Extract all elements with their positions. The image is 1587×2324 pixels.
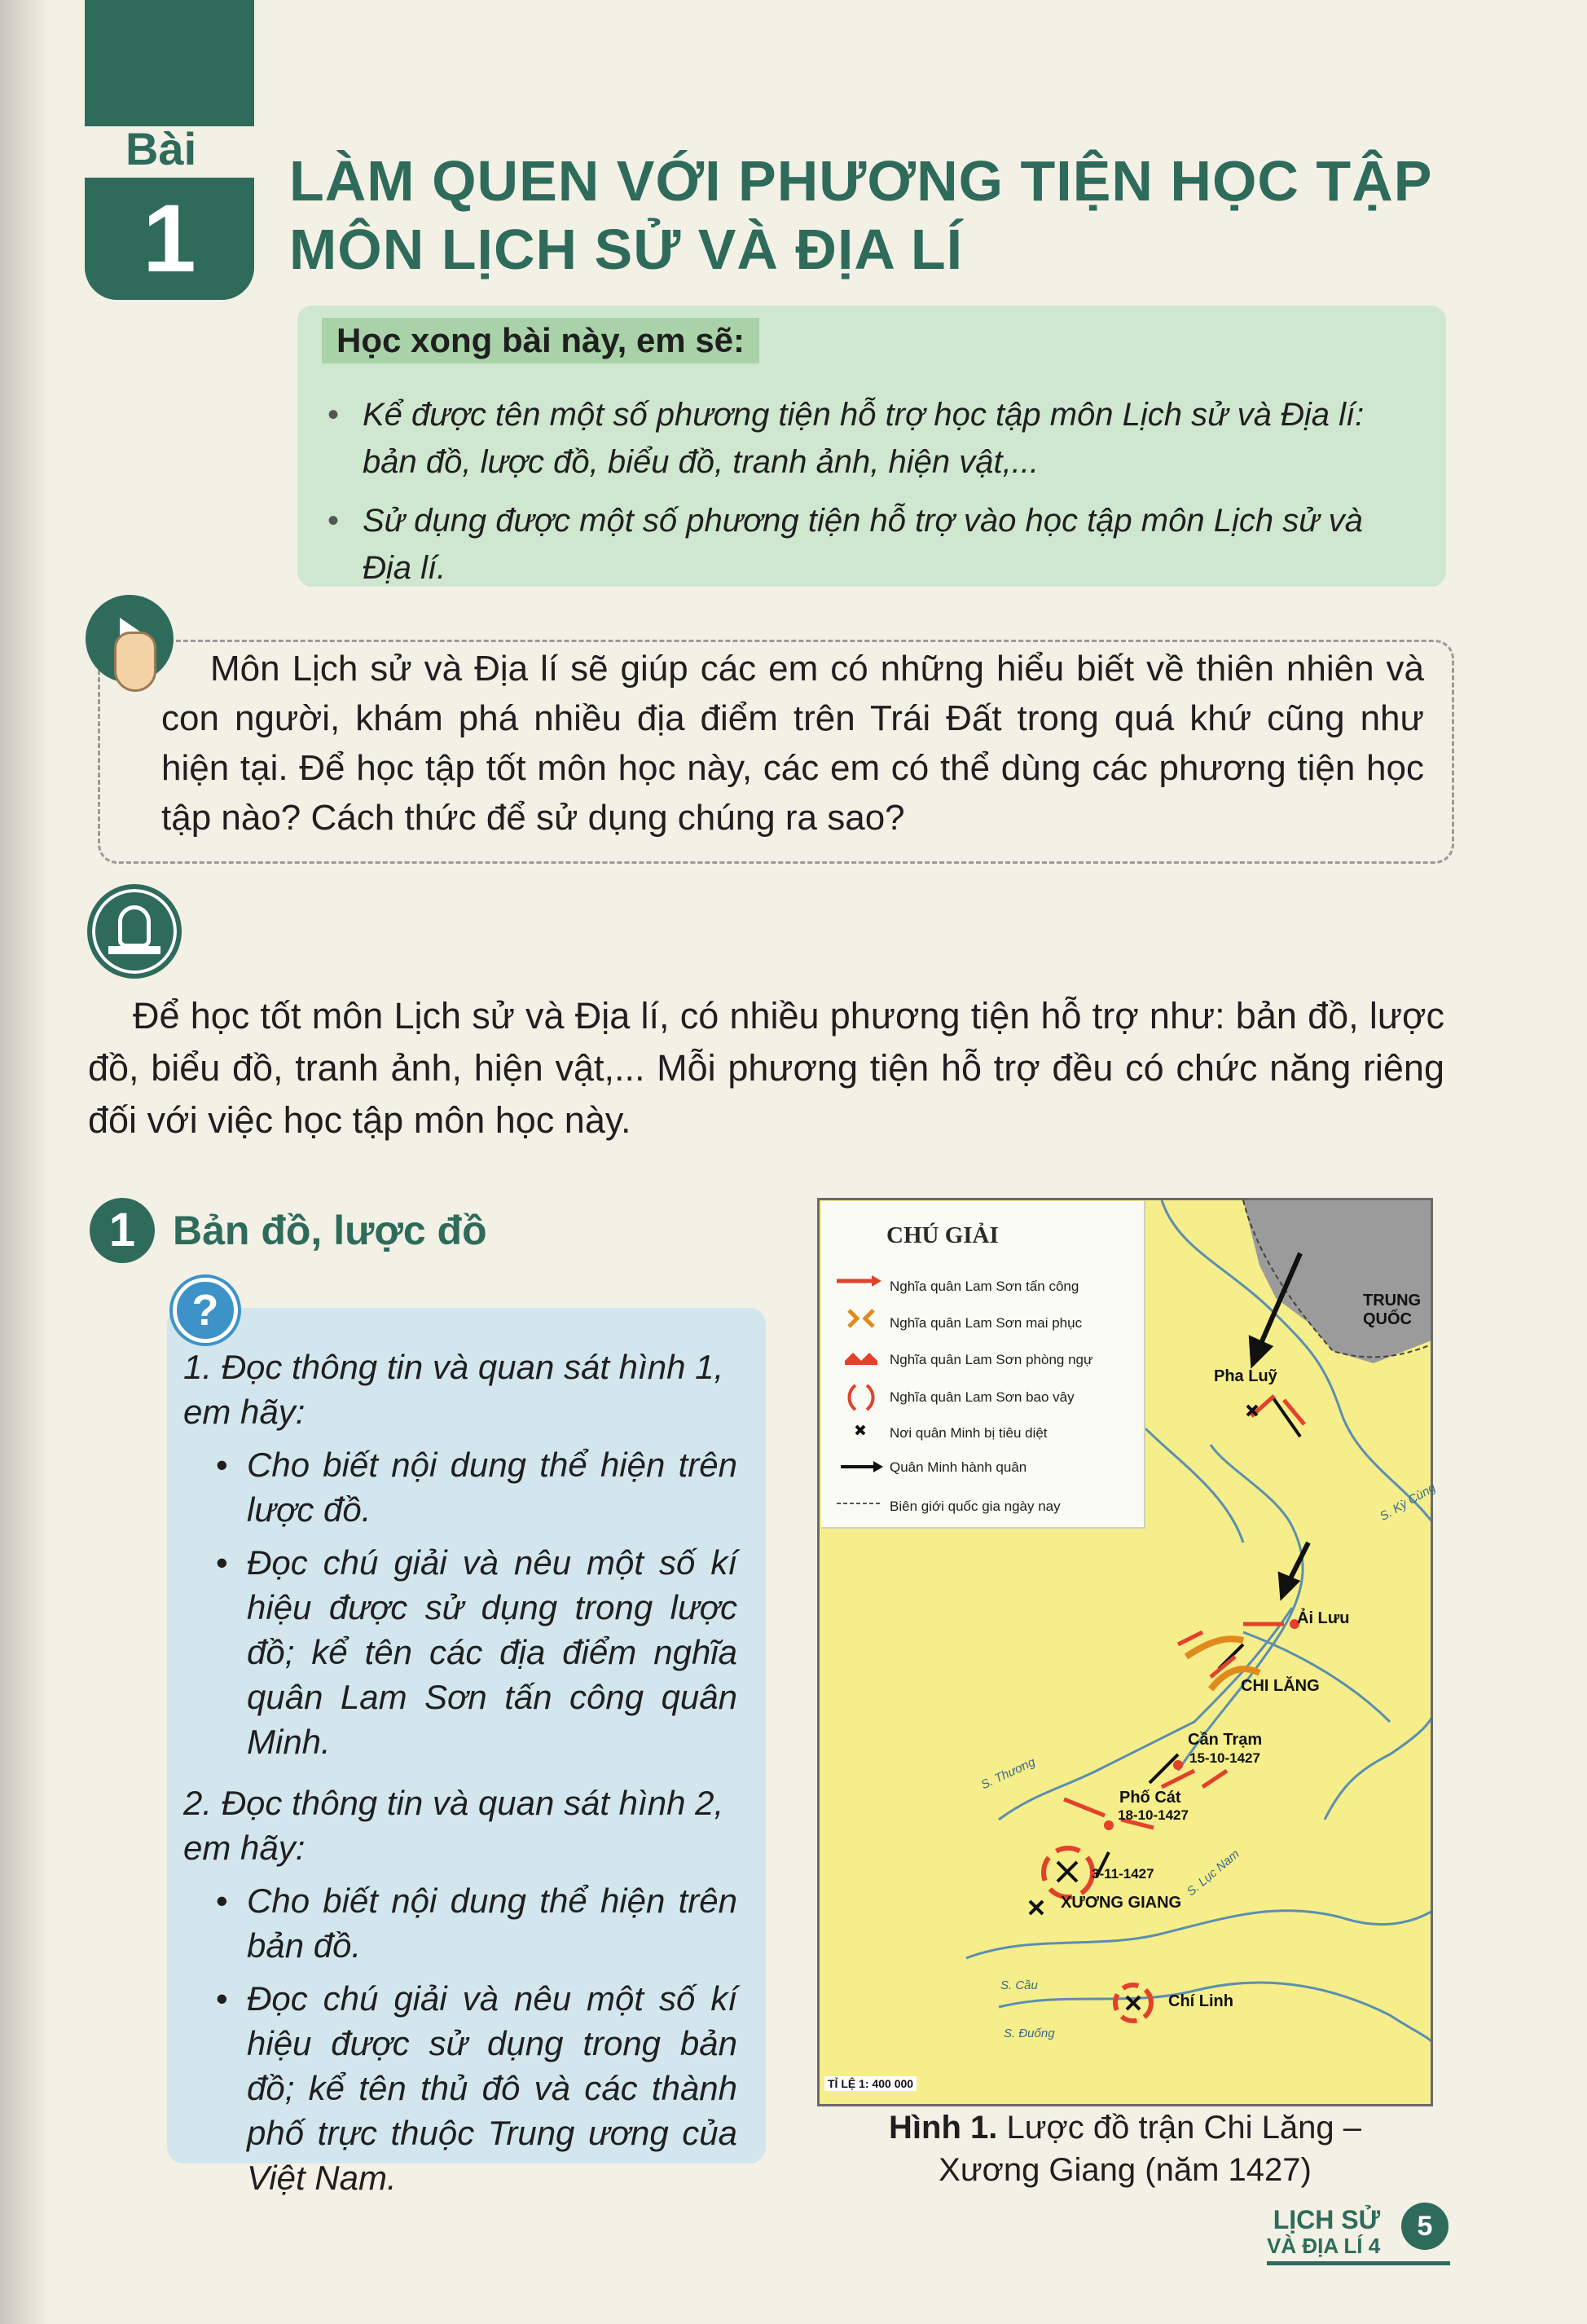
- map-label-ai-luu: Ải Lưu: [1297, 1609, 1350, 1627]
- map-label-can-tram-date: 15-10-1427: [1189, 1750, 1260, 1766]
- question-sub: • Cho biết nội dung thể hiện trên lược đồ.: [183, 1442, 737, 1532]
- map-label-pho-cat-date: 18-10-1427: [1118, 1807, 1189, 1823]
- question: [183, 1345, 737, 1764]
- river-label-thuong: S. Thương: [978, 1754, 1038, 1793]
- question-sub: • Đọc chú giải và nêu một số kí hiệu được sử dụng trong bản đồ; kể tên thủ đô và các thành phố trực thuộc Trung ương của Việt Nam.: [183, 1976, 737, 2200]
- caption-line2: Xương Giang (năm 1427): [939, 2152, 1312, 2188]
- objective-item: • Sử dụng được một số phương tiện hỗ trợ vào học tập môn Lịch sử và Địa lí.: [326, 497, 1418, 592]
- footer-subject-line2: VÀ ĐỊA LÍ 4: [1267, 2234, 1381, 2258]
- question-mark-icon: ?: [173, 1278, 238, 1343]
- footer-subject: [1267, 2207, 1380, 2259]
- lesson-title: [289, 147, 1511, 284]
- legend-title: CHÚ GIẢI: [886, 1222, 999, 1248]
- question-head: 2. Đọc thông tin và quan sát hình 2, em hãy:: [183, 1784, 724, 1867]
- caption-text: Lược đồ trận Chi Lăng –: [1006, 2110, 1361, 2146]
- question-sub: • Đọc chú giải và nêu một số kí hiệu được sử dụng trong lược đồ; kể tên các địa điểm nghĩa quân Lam Sơn tấn công quân Minh.: [183, 1540, 737, 1764]
- page-number: 5: [1401, 2203, 1449, 2250]
- objective-item: • Kể được tên một số phương tiện hỗ trợ học tập môn Lịch sử và Địa lí: bản đồ, lược đồ, biểu đồ, tranh ảnh, hiện vật,...: [326, 391, 1418, 486]
- map-label-xuong-giang: XƯƠNG GIANG: [1061, 1894, 1182, 1912]
- section-title: Bản đồ, lược đồ: [173, 1208, 487, 1253]
- lightbulb-book-icon: [87, 884, 182, 979]
- objectives-heading: Học xong bài này, em sẽ:: [322, 318, 759, 363]
- map-label-can-tram: Cần Trạm: [1188, 1731, 1263, 1749]
- river-label-duong: S. Đuống: [1004, 2027, 1055, 2040]
- river-label-ky-cung: S. Kỳ Cùng: [1377, 1481, 1439, 1524]
- lesson-title-line1: LÀM QUEN VỚI PHƯƠNG TIỆN HỌC TẬP: [289, 149, 1433, 213]
- main-paragraph: Để học tốt môn Lịch sử và Địa lí, có nhiều phương tiện hỗ trợ như: bản đồ, lược đồ, biểu đồ, tranh ảnh, hiện vật,... Mỗi phương tiện hỗ trợ đều có chức năng riêng đối với việc học tập môn học này.: [88, 995, 1444, 1141]
- footer-subject-line1: LỊCH SỬ: [1273, 2205, 1381, 2234]
- footer-underline: [1267, 2261, 1450, 2265]
- page-edge-shadow: [0, 0, 49, 2324]
- river-label-luc-nam: S. Lục Nam: [1184, 1846, 1242, 1899]
- map-label-pha-luy: Pha Luỹ: [1214, 1367, 1277, 1385]
- figure-caption: [817, 2106, 1433, 2191]
- lesson-number: 1: [85, 178, 254, 300]
- map-label-chi-lang: CHI LĂNG: [1241, 1677, 1320, 1695]
- section-number: 1: [90, 1198, 155, 1263]
- map-label-trung-quoc: TRUNG QUỐC: [1363, 1292, 1422, 1328]
- questions: [183, 1345, 737, 2216]
- map-scale: TỈ LỆ 1: 400 000: [824, 2076, 917, 2091]
- intro-text: Môn Lịch sử và Địa lí sẽ giúp các em có những hiểu biết về thiên nhiên và con người, khám phá nhiều địa điểm trên Trái Đất trong quá khứ cũng như hiện tại. Để học tập tốt môn học này, các em có thể dùng các phương tiện học tập nào? Cách thức để sử dụng chúng ra sao?: [161, 649, 1424, 838]
- question: [183, 1780, 737, 2200]
- objectives-list: [326, 391, 1418, 603]
- river-label-cau: S. Cầu: [1000, 1978, 1038, 1992]
- map-label-chi-linh: Chí Linh: [1168, 1992, 1233, 2010]
- question-head: 1. Đọc thông tin và quan sát hình 1, em hãy:: [183, 1348, 724, 1431]
- lesson-title-line2: MÔN LỊCH SỬ VÀ ĐỊA LÍ: [289, 218, 964, 281]
- caption-label: Hình 1.: [889, 2110, 998, 2146]
- legend-symbols: [833, 1271, 890, 1516]
- lesson-label: Bài: [125, 123, 197, 174]
- lesson-badge-top: [85, 0, 254, 126]
- map-label-pho-cat: Phố Cát: [1119, 1789, 1181, 1807]
- map-label-xg-date: 3-11-1427: [1092, 1866, 1154, 1882]
- china-region: [1243, 1200, 1433, 1363]
- hand-pointer-icon: [114, 632, 156, 692]
- question-sub: • Cho biết nội dung thể hiện trên bản đồ.: [183, 1878, 737, 1968]
